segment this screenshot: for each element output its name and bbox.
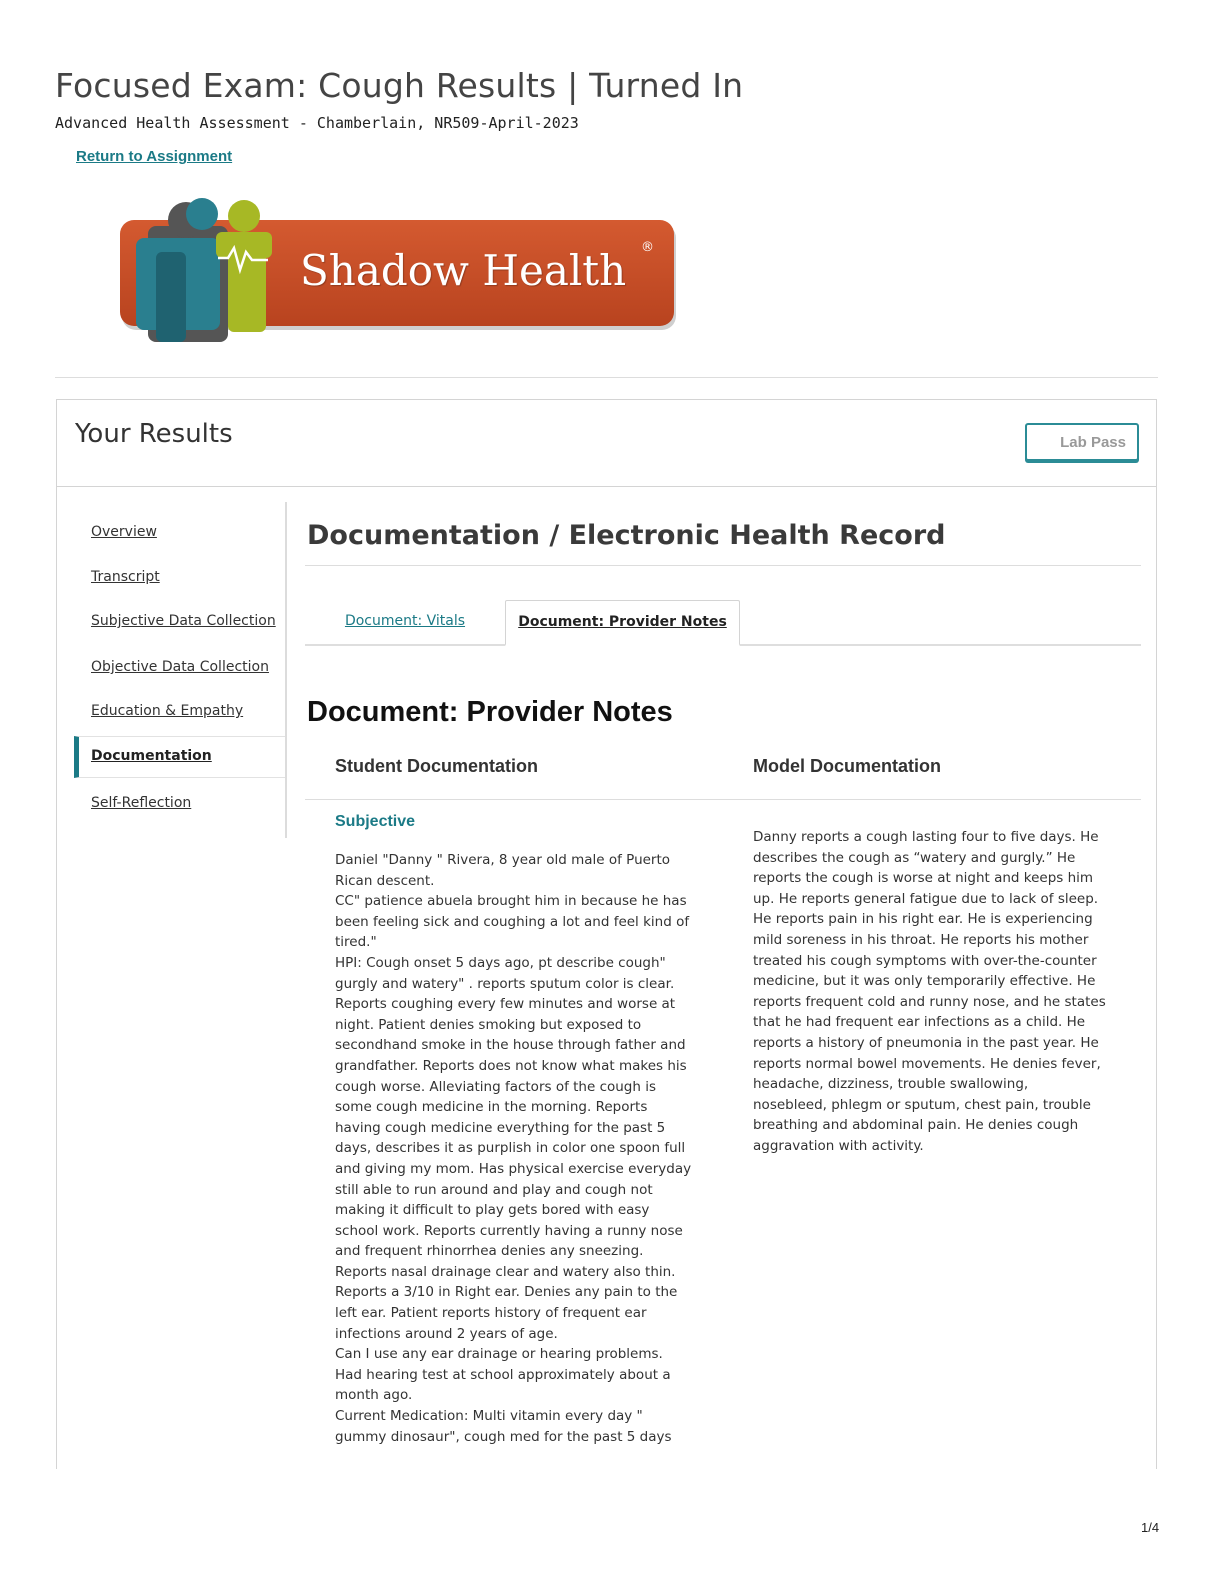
subjective-label: Subjective	[335, 813, 416, 830]
logo-text: Shadow Health	[300, 246, 627, 295]
return-to-assignment-link[interactable]: Return to Assignment	[76, 148, 233, 165]
side-nav	[74, 502, 287, 838]
student-documentation-heading: Student Documentation	[335, 756, 538, 776]
header-divider	[55, 377, 1158, 378]
nav-item-education-empathy[interactable]: Education & Empathy	[91, 703, 244, 719]
documentation-divider	[305, 565, 1141, 566]
columns-divider	[305, 799, 1141, 800]
model-documentation-text: Danny reports a cough lasting four to five days. He describes the cough as “watery and gurgly.” He reports the cough is worse at night and keeps him up. He reports general fatigue due to lack of sleep. He reports pain in his right ear. He is experiencing mild soreness in his throat. He reports his mother treated his cough symptoms with over-the-counter medicine, but it was only temporarily effective. He reports frequent cold and runny nose, and he states that he had frequent ear infections as a child. He reports a history of pneumonia in the past year. He reports normal bowel movements. He denies fever, headache, dizziness, trouble swallowing, nosebleed, phlegm or sputum, chest pain, trouble breathing and abdominal pain. He denies cough aggravation with activity.	[753, 829, 1106, 1154]
course-subtitle: Advanced Health Assessment - Chamberlain, NR509-April-2023	[55, 114, 579, 132]
tab-document-vitals[interactable]: Document: Vitals	[344, 613, 466, 629]
model-documentation-heading: Model Documentation	[753, 756, 941, 776]
results-header	[57, 400, 1156, 487]
lab-pass-button[interactable]: Lab Pass	[1025, 423, 1139, 461]
page-number: 1/4	[1141, 1520, 1160, 1535]
documentation-title: Documentation / Electronic Health Record	[307, 520, 946, 551]
registered-mark: ®	[641, 240, 654, 255]
section-title: Document: Provider Notes	[307, 696, 673, 728]
nav-item-documentation[interactable]: Documentation	[91, 748, 212, 764]
nav-item-objective-data-collection[interactable]: Objective Data Collection	[91, 659, 269, 675]
nav-item-subjective-data-collection[interactable]: Subjective Data Collection	[91, 613, 276, 629]
results-panel	[56, 399, 1157, 1469]
tab-document-provider-notes[interactable]: Document: Provider Notes	[505, 600, 740, 646]
results-title: Your Results	[75, 419, 233, 449]
nav-item-transcript[interactable]: Transcript	[91, 569, 160, 585]
nav-item-overview[interactable]: Overview	[91, 524, 157, 540]
tab-bar	[305, 600, 1141, 646]
page-title: Focused Exam: Cough Results | Turned In	[55, 66, 744, 105]
nav-item-self-reflection[interactable]: Self-Reflection	[91, 795, 192, 811]
student-documentation-text: Daniel "Danny " Rivera, 8 year old male of Puerto Rican descent. CC" patience abuela brought him in because he has been feeling sick and coughing a lot and feel kind of tired." HPI: Cough onset 5 days ago, pt describe cough" gurgly and watery" . reports sputum color is clear. Reports coughing every few minutes and worse at night. Patient denies smoking but exposed to secondhand smoke in the house through father and grandfather. Reports does not know what makes his cough worse. Alleviating factors of the cough is some cough medicine in the morning. Reports having cough medicine everything for the past 5 days, describes it as purplish in color one spoon full and giving my mom. Has physical exercise everyday still able to run around and play and cough not making it difficult to play gets bored with easy school work. Reports currently having a runny nose and frequent rhinorrhea denies any sneezing. Reports nasal drainage clear and watery also thin. Reports a 3/10 in Right ear. Denies any pain to the left ear. Patient reports history of frequent ear infections around 2 years of age. Can I use any ear drainage or hearing problems. Had hearing test at school approximately about a month ago. Current Medication: Multi vitamin every day " gummy dinosaur", cough med for the past 5 days	[335, 852, 692, 1445]
